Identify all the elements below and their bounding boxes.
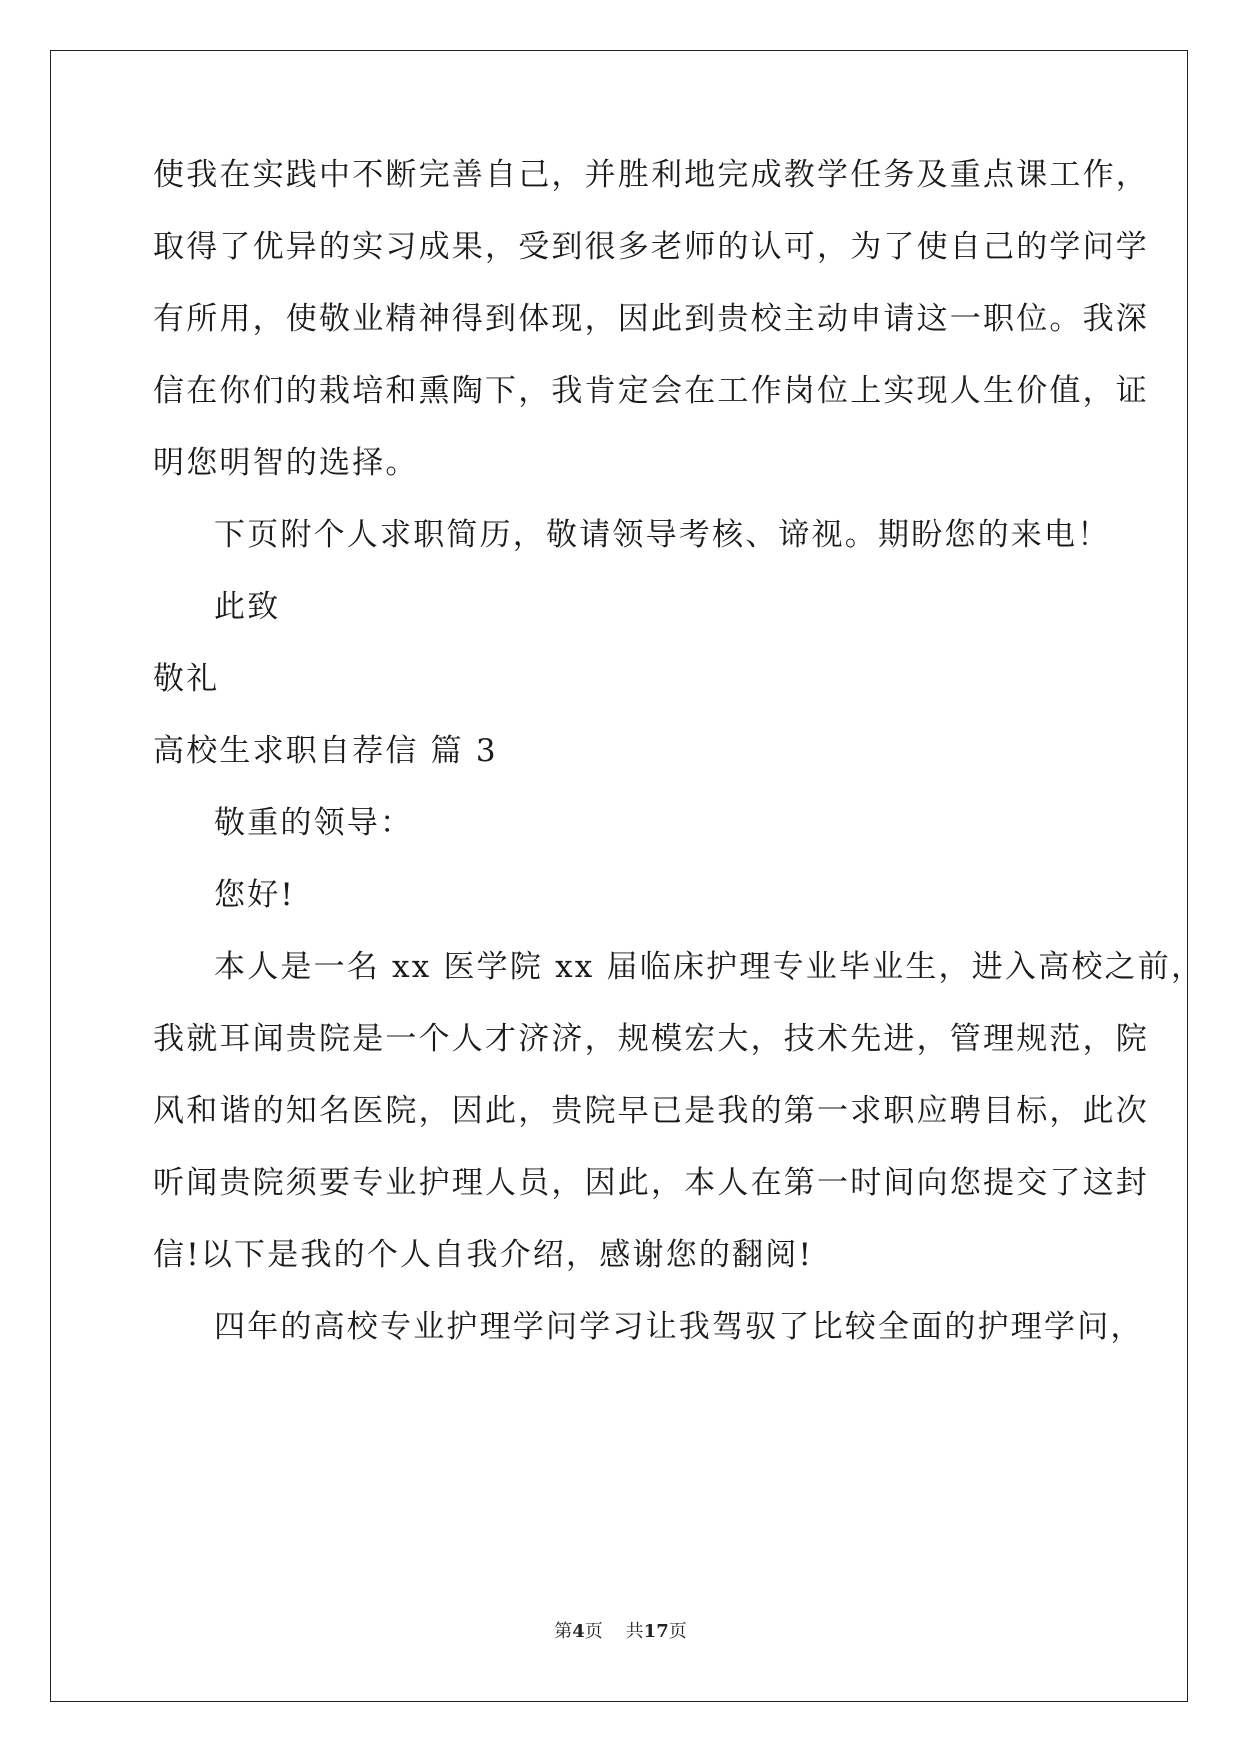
total-pages: 17 — [643, 1621, 669, 1642]
closing-respect: 敬礼 — [153, 661, 220, 697]
body-line: 本人是一名 xx 医学院 xx 届临床护理专业毕业生，进入高校之前， — [214, 949, 1205, 985]
page-prefix: 第 — [554, 1621, 573, 1642]
body-line: 听闻贵院须要专业护理人员，因此，本人在第一时间向您提交了这封 — [153, 1165, 1149, 1201]
closing-salutation: 此致 — [214, 589, 281, 625]
body-line: 风和谐的知名医院，因此，贵院早已是我的第一求职应聘目标，此次 — [153, 1093, 1149, 1129]
total-suffix: 页 — [668, 1621, 687, 1642]
page-suffix: 页 — [584, 1621, 603, 1642]
body-line: 下页附个人求职简历，敬请领导考核、谛视。期盼您的来电！ — [214, 517, 1111, 553]
section-heading: 高校生求职自荐信 篇 3 — [153, 733, 498, 769]
body-line: 明您明智的选择。 — [153, 445, 419, 481]
page-number: 4 — [572, 1621, 585, 1642]
greeting: 敬重的领导： — [214, 805, 414, 841]
page-footer — [0, 1617, 1241, 1643]
body-line: 取得了优异的实习成果，受到很多老师的认可，为了使自己的学问学 — [153, 229, 1149, 265]
body-line: 有所用，使敬业精神得到体现，因此到贵校主动申请这一职位。我深 — [153, 301, 1149, 337]
body-line: 四年的高校专业护理学问学习让我驾驭了比较全面的护理学问， — [214, 1309, 1144, 1345]
body-line: 我就耳闻贵院是一个人才济济，规模宏大，技术先进，管理规范，院 — [153, 1021, 1149, 1057]
greeting-hello: 您好! — [214, 877, 296, 913]
body-line: 信!以下是我的个人自我介绍，感谢您的翻阅! — [153, 1237, 814, 1273]
total-prefix: 共 — [625, 1621, 644, 1642]
body-line: 使我在实践中不断完善自己，并胜利地完成教学任务及重点课工作， — [153, 157, 1149, 193]
page-frame — [50, 50, 1188, 1702]
body-line: 信在你们的栽培和熏陶下，我肯定会在工作岗位上实现人生价值，证 — [153, 373, 1149, 409]
